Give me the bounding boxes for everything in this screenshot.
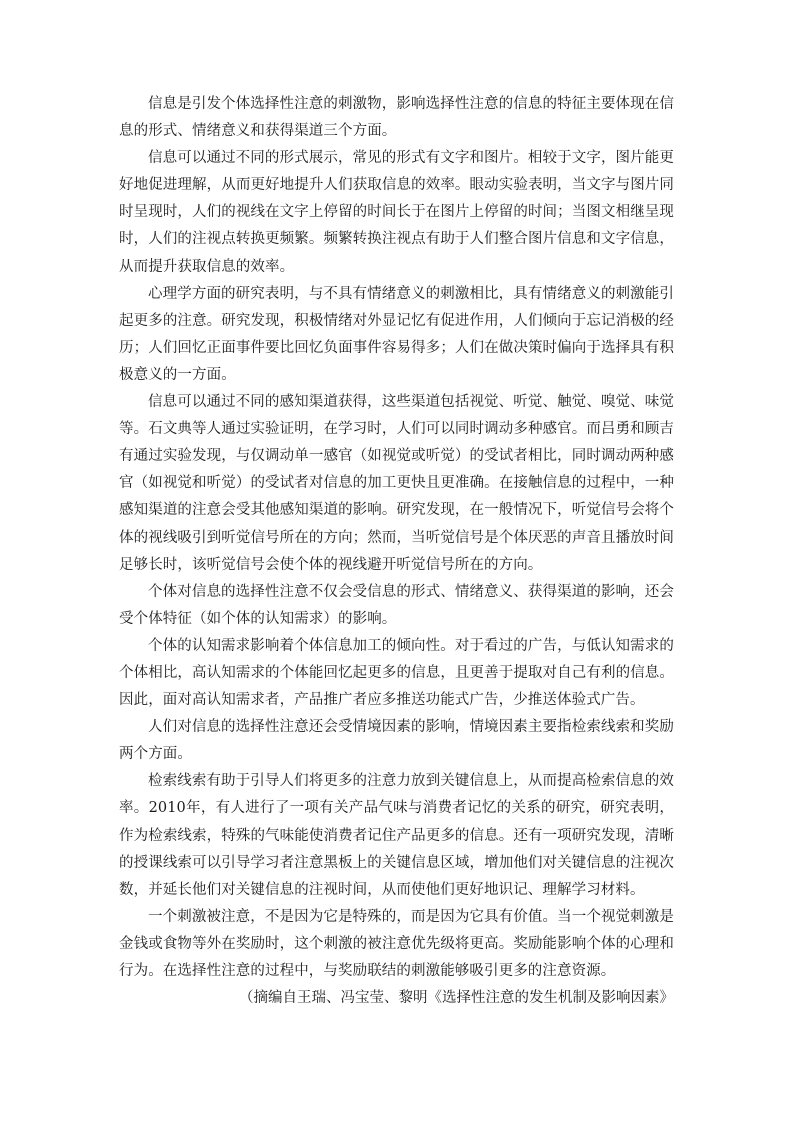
source-citation: （摘编自王瑞、冯宝莹、黎明《选择性注意的发生机制及影响因素》 [239,990,674,1007]
paragraph-cognitive-needs: 个体的认知需求影响着个体信息加工的倾向性。对于看过的广告，与低认知需求的个体相比，高认知需求的个体能回忆起更多的信息，且更善于提取对自己有利的信息。因此，面对高认知需求者，产品推广者应多推送功能式广告，少推送体验式广告。 [119,637,674,709]
paragraph-info-form: 信息可以通过不同的形式展示，常见的形式有文字和图片。相较于文字，图片能更好地促进理解，从而更好地提升人们获取信息的效率。眼动实验表明，当文字与图片同时呈现时，人们的视线在文字上停留的时间长于在图片上停留的时间；当图文相继呈现时，人们的注视点转换更频繁。频繁转换注视点有助于人们整合图片信息和文字信息，从而提升获取信息的效率。 [119,150,674,275]
paragraph-situational-factors: 人们对信息的选择性注意还会受情境因素的影响，情境因素主要指检索线索和奖励两个方面。 [119,719,674,763]
paragraph-individual-traits: 个体对信息的选择性注意不仅会受信息的形式、情绪意义、获得渠道的影响，还会受个体特征（如个体的认知需求）的影响。 [119,583,674,627]
paragraph-retrieval-cues: 检索线索有助于引导人们将更多的注意力放到关键信息上，从而提高检索信息的效率。2010年，有人进行了一项有关产品气味与消费者记忆的关系的研究，研究表明，作为检索线索，特殊的气味能使消费者记住产品更多的信息。还有一项研究发现，清晰的授课线索可以引导学习者注意黑板上的关键信息区域，增加他们对关键信息的注视次数，并延长他们对关键信息的注视时间，从而使他们更好地识记、理解学习材料。 [119,773,674,898]
paragraph-perception-channels: 信息可以通过不同的感知渠道获得，这些渠道包括视觉、听觉、触觉、嗅觉、味觉等。石文典等人通过实验证明，在学习时，人们可以同时调动多种感官。而吕勇和顾吉有通过实验发现，与仅调动单一感官（如视觉或听觉）的受试者相比，同时调动两种感官（如视觉和听觉）的受试者对信息的加工更快且更准确。在接触信息的过程中，一种感知渠道的注意会受其他感知渠道的影响。研究发现，在一般情况下，听觉信号会将个体的视线吸引到听觉信号所在的方向；然而，当听觉信号是个体厌恶的声音且播放时间足够长时，该听觉信号会使个体的视线避开听觉信号所在的方向。 [119,394,674,573]
article-body [119,91,674,1012]
paragraph-reward: 一个刺激被注意，不是因为它是特殊的，而是因为它具有价值。当一个视觉刺激是金钱或食物等外在奖励时，这个刺激的被注意优先级将更高。奖励能影响个体的心理和行为。在选择性注意的过程中，与奖励联结的刺激能够吸引更多的注意资源。 [119,908,674,979]
paragraph-emotional-meaning: 心理学方面的研究表明，与不具有情绪意义的刺激相比，具有情绪意义的刺激能引起更多的注意。研究发现，积极情绪对外显记忆有促进作用，人们倾向于忘记消极的经历；人们回忆正面事件要比回忆负面事件容易得多；人们在做决策时偏向于选择具有积极意义的一方面。 [119,285,674,383]
paragraph-info-features: 信息是引发个体选择性注意的刺激物，影响选择性注意的信息的特征主要体现在信息的形式、情绪意义和获得渠道三个方面。 [119,96,674,140]
